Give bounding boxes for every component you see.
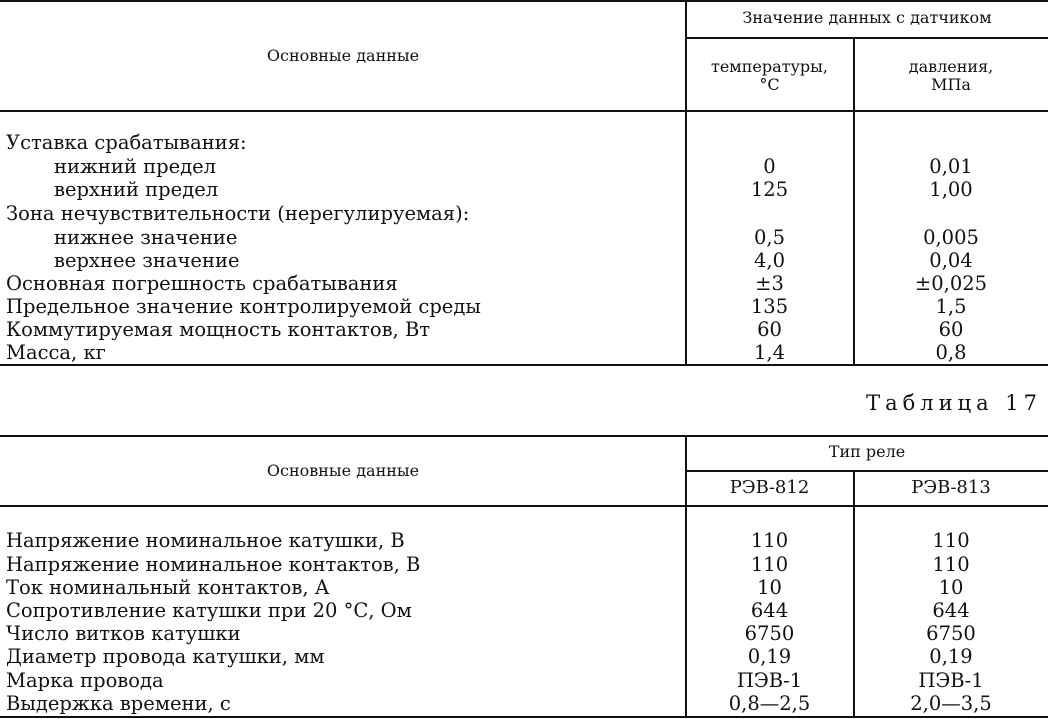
t1-row-value-pressure: 0,005: [923, 226, 979, 249]
t1-header-col2-line1: давления,: [908, 57, 994, 76]
t1-header-col2-line2: МПа: [931, 75, 971, 94]
t1-row-value-pressure: 1,00: [929, 178, 973, 201]
t2-row-value-rev813: 2,0—3,5: [910, 692, 992, 715]
t1-row-value-pressure: 0,04: [929, 249, 973, 272]
t2-row-label: Сопротивление катушки при 20 °С, Ом: [6, 599, 412, 622]
t2-row-label: Напряжение номинальное катушки, В: [6, 529, 405, 552]
rule-t2-group-underline: [686, 470, 1048, 472]
t1-row-value-pressure: 60: [938, 318, 964, 341]
t1-row-label: Уставка срабатывания:: [6, 131, 247, 154]
t1-header-col1-line2: °С: [759, 75, 780, 94]
t1-row-value-pressure: 1,5: [935, 295, 967, 318]
rule-t1-group-underline: [686, 37, 1048, 39]
t2-header-col-rev812: РЭВ-812: [729, 477, 810, 498]
t2-row-value-rev812: ПЭВ-1: [736, 669, 803, 692]
t2-row-label: Марка провода: [6, 669, 164, 692]
t2-header-col-rev813: РЭВ-813: [911, 477, 991, 498]
t1-row-label: верхнее значение: [54, 249, 240, 272]
t2-row-value-rev812: 6750: [744, 622, 795, 645]
t1-row-label: нижний предел: [54, 155, 217, 178]
t2-row-value-rev813: ПЭВ-1: [918, 669, 984, 692]
t1-row-label: Основная погрешность срабатывания: [6, 272, 398, 295]
rule-t1-header-bottom: [0, 110, 1048, 112]
t2-header-group: Тип реле: [828, 442, 906, 461]
rule-t2-header-bottom: [0, 505, 1048, 507]
t1-row-value-temperature: 1,4: [753, 341, 785, 364]
t1-row-value-temperature: ±3: [755, 272, 784, 295]
t1-row-label: Зона нечувствительности (нерегулируемая):: [6, 202, 470, 225]
t1-row-value-temperature: 0: [763, 155, 776, 178]
t2-row-value-rev812: 110: [750, 553, 789, 576]
t1-header-col1-line1: температуры,: [710, 57, 828, 76]
t2-row-value-rev812: 644: [750, 599, 789, 622]
t2-row-value-rev813: 110: [932, 529, 970, 552]
t2-row-value-rev812: 110: [750, 529, 789, 552]
t1-header-col-pressure: [854, 58, 1048, 94]
t2-row-value-rev813: 10: [938, 576, 964, 599]
t1-row-value-pressure: 0,01: [929, 155, 973, 178]
t1-row-value-temperature: 135: [750, 295, 789, 318]
t1-header-main: Основные данные: [266, 46, 420, 65]
t2-row-value-rev813: 0,19: [929, 645, 973, 668]
t1-row-value-pressure: ±0,025: [914, 272, 988, 295]
t2-row-value-rev812: 10: [757, 576, 782, 599]
t1-row-value-temperature: 125: [750, 178, 789, 201]
t2-row-label: Напряжение номинальное контактов, В: [6, 553, 421, 576]
t2-row-value-rev813: 6750: [926, 622, 976, 645]
t2-row-value-rev813: 110: [932, 553, 970, 576]
t2-row-label: Ток номинальный контактов, А: [6, 576, 330, 599]
t2-row-value-rev812: 0,19: [747, 645, 792, 668]
t1-row-value-pressure: 0,8: [935, 341, 967, 364]
t1-row-label: Предельное значение контролируемой среды: [6, 295, 481, 318]
t1-row-value-temperature: 0,5: [753, 226, 785, 249]
t1-row-label: Масса, кг: [6, 341, 106, 364]
table-caption: Таблица 17: [866, 391, 1042, 415]
t2-row-label: Выдержка времени, с: [6, 692, 231, 715]
rule-t2-header-top: [0, 435, 1048, 437]
t1-row-label: Коммутируемая мощность контактов, Вт: [6, 318, 431, 341]
t1-row-label: верхний предел: [54, 178, 219, 201]
t2-row-label: Число витков катушки: [6, 622, 241, 645]
t2-row-value-rev812: 0,8—2,5: [728, 692, 811, 715]
t2-header-main: Основные данные: [266, 461, 420, 480]
t1-row-label: нижнее значение: [54, 226, 238, 249]
t1-header-group: Значение данных с датчиком: [742, 8, 992, 27]
t1-row-value-temperature: 4,0: [753, 249, 785, 272]
t1-header-col-temperature: [686, 58, 853, 94]
t1-row-value-temperature: 60: [757, 318, 782, 341]
t2-row-value-rev813: 644: [932, 599, 970, 622]
t2-row-label: Диаметр провода катушки, мм: [6, 645, 325, 668]
rule-t1-body-bottom: [0, 364, 1048, 366]
rule-t1-header-top: [0, 0, 1048, 2]
rule-t2-body-bottom: [0, 716, 1048, 718]
